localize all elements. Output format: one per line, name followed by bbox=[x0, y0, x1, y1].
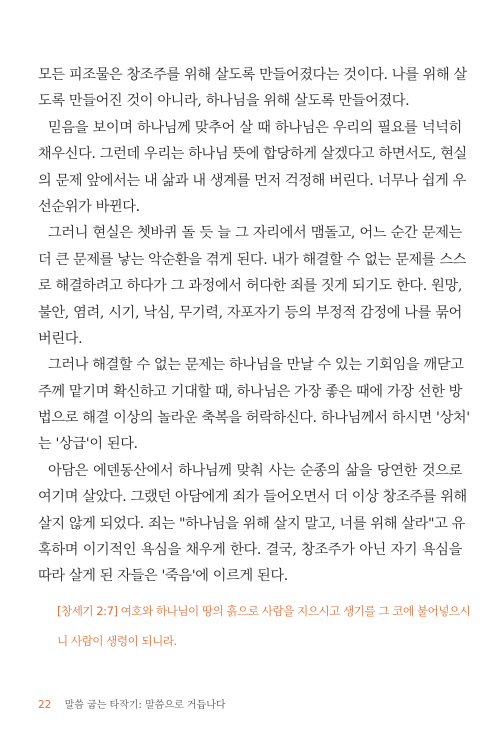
book-title: 말씀 굽는 타작기: 말씀으로 거듭나다 bbox=[64, 700, 226, 711]
paragraph bbox=[38, 352, 470, 458]
paragraph bbox=[38, 220, 467, 352]
body-text bbox=[38, 62, 470, 590]
text-line: 채우신다. 그런데 우리는 하나님 뜻에 합당하게 살겠다고 하면서도, 현실 bbox=[38, 146, 467, 163]
text-line: 혹하며 이기적인 욕심을 채우게 한다. 결국, 창조주가 아닌 자기 욕심을 bbox=[38, 542, 462, 559]
text-line: 의 문제 앞에서는 내 삶과 내 생계를 먼저 걱정해 버린다. 너무나 쉽게 우 bbox=[38, 172, 467, 189]
scripture-verse bbox=[57, 596, 471, 656]
text-line: 살지 않게 되었다. 죄는 "하나님을 위해 살지 말고, 너를 위해 살라"고 유 bbox=[38, 515, 466, 532]
text-line: 선순위가 바뀐다. bbox=[38, 198, 140, 215]
text-line: 더 큰 문제를 낳는 악순환을 겪게 된다. 내가 해결할 수 없는 문제를 스스 bbox=[38, 251, 467, 268]
paragraph bbox=[38, 115, 467, 221]
paragraph bbox=[38, 458, 467, 590]
text-line: 여기며 살았다. 그랬던 아담에게 죄가 들어오면서 더 이상 창조주를 위해 bbox=[38, 489, 467, 506]
text-line: 주께 맡기며 확신하고 기대할 때, 하나님은 가장 좋은 때에 가장 선한 방 bbox=[38, 383, 462, 400]
verse-line: [창세기 2:7] 여호와 하나님이 땅의 흙으로 사람을 지으시고 생기를 그 코에 불어넣으시 bbox=[57, 604, 471, 618]
verse-line: 니 사람이 생령이 되니라. bbox=[57, 634, 177, 648]
text-line: 법으로 해결 이상의 놀라운 축복을 허락하신다. 하나님께서 하시면 '상처' bbox=[38, 410, 470, 427]
text-line: 버린다. bbox=[38, 330, 83, 347]
text-line: 따라 살게 된 자들은 '죽음'에 이르게 된다. bbox=[38, 568, 288, 585]
text-line: 는 '상급'이 된다. bbox=[38, 436, 138, 453]
page-footer bbox=[38, 696, 226, 711]
text-line: 도록 만들어진 것이 아니라, 하나님을 위해 살도록 만들어졌다. bbox=[38, 93, 410, 110]
text-line: 그러나 해결할 수 없는 문제는 하나님을 만날 수 있는 기회임을 깨닫고 bbox=[48, 357, 464, 374]
page-number: 22 bbox=[38, 699, 52, 711]
text-line: 모든 피조물은 창조주를 위해 살도록 만들어졌다는 것이다. 나를 위해 살 bbox=[38, 67, 467, 83]
text-line: 로 해결하려고 하다가 그 과정에서 허다한 죄를 짓게 되기도 한다. 원망, bbox=[38, 278, 462, 295]
paragraph bbox=[38, 62, 467, 115]
text-line: 그러니 현실은 쳇바퀴 돌 듯 늘 그 자리에서 맴돌고, 어느 순간 문제는 bbox=[48, 225, 462, 242]
text-line: 아담은 에덴동산에서 하나님께 맞춰 사는 순종의 삶을 당연한 것으로 bbox=[48, 462, 462, 479]
text-line: 불안, 염려, 시기, 낙심, 무기력, 자포자기 등의 부정적 감정에 나를 묶어 bbox=[38, 304, 462, 321]
text-line: 믿음을 보이며 하나님께 맞추어 살 때 하나님은 우리의 필요를 넉넉히 bbox=[48, 119, 462, 136]
